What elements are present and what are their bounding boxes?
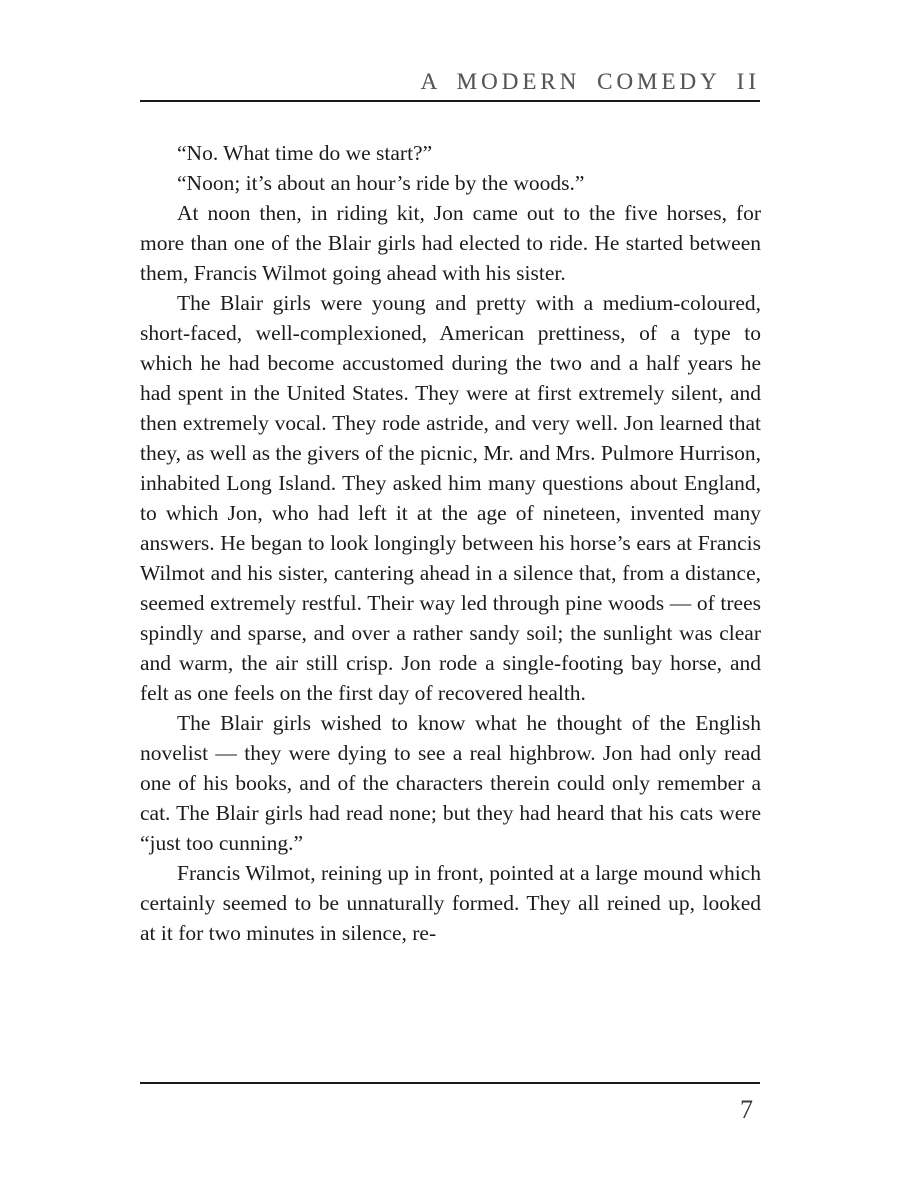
running-header-title: A MODERN COMEDY II xyxy=(420,69,760,94)
paragraph-dialogue-2: “Noon; it’s about an hour’s ride by the woods.” xyxy=(177,171,585,195)
page-footer xyxy=(140,1094,760,1126)
page-number: 7 xyxy=(740,1095,753,1124)
paragraph-narrative-1: At noon then, in riding kit, Jon came out to the five horses, for more than one of the Blair girls had elected to ride. He started between them, Francis Wilmot going ahead with his sister. xyxy=(140,201,761,285)
running-header xyxy=(140,69,760,95)
page-body xyxy=(140,138,761,948)
paragraph-dialogue-1: “No. What time do we start?” xyxy=(177,141,433,165)
paragraph-narrative-4: Francis Wilmot, reining up in front, pointed at a large mound which certainly seemed to be unnaturally formed. They all reined up, looked at it for two minutes in silence, re- xyxy=(140,861,761,945)
paragraph-narrative-2: The Blair girls were young and pretty with a medium-coloured, short-faced, well-complexioned, American prettiness, of a type to which he had become accustomed during the two and a half years he had spent in the United States. They were at first extremely silent, and then extremely vocal. They rode astride, and very well. Jon learned that they, as well as the givers of the picnic, Mr. and Mrs. Pulmore Hurrison, inhabited Long Island. They asked him many questions about England, to which Jon, who had left it at the age of nineteen, invented many answers. He began to look longingly between his horse’s ears at Francis Wilmot and his sister, cantering ahead in a silence that, from a distance, seemed extremely restful. Their way led through pine woods — of trees spindly and sparse, and over a rather sandy soil; the sunlight was clear and warm, the air still crisp. Jon rode a single-footing bay horse, and felt as one feels on the first day of recovered health. xyxy=(140,291,761,705)
paragraph-narrative-3: The Blair girls wished to know what he thought of the English novelist — they were dying to see a real highbrow. Jon had only read one of his books, and of the characters therein could only remember a cat. The Blair girls had read none; but they had heard that his cats were “just too cunning.” xyxy=(140,711,761,855)
header-rule xyxy=(140,100,760,102)
footer-rule xyxy=(140,1082,760,1084)
